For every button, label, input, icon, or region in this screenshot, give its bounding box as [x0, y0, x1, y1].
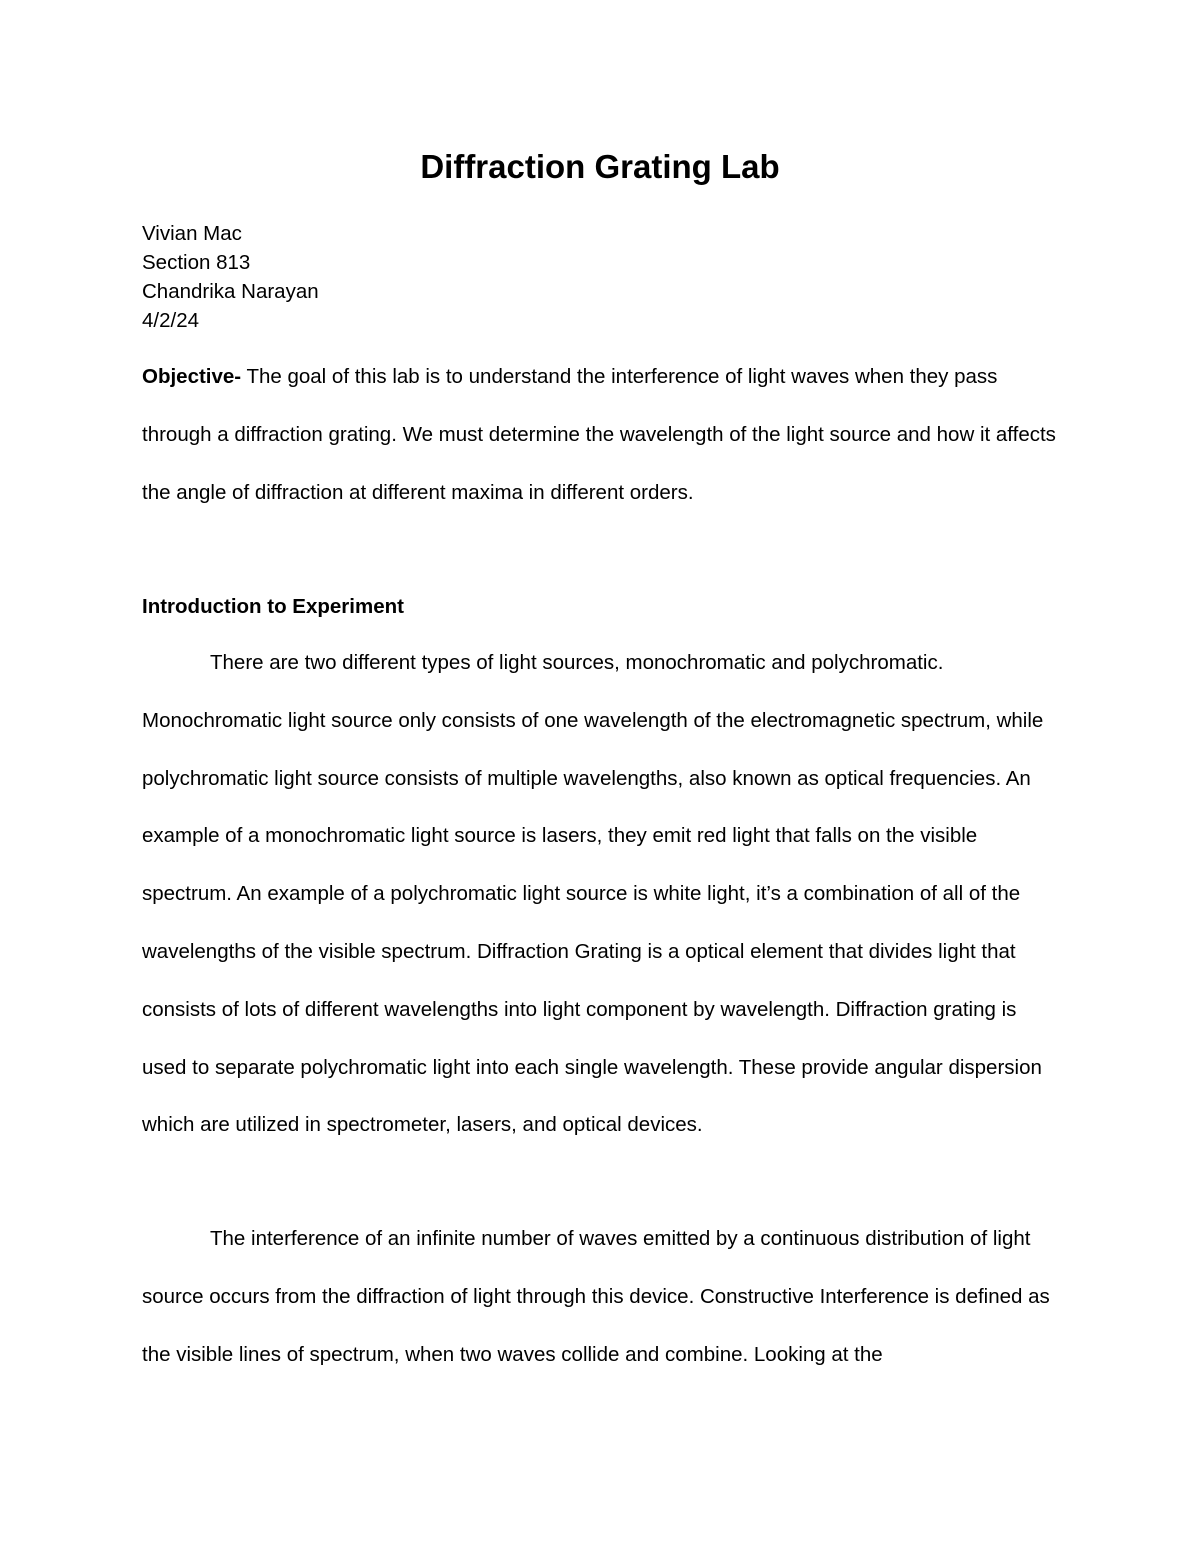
introduction-paragraph-1: There are two different types of light sources, monochromatic and polychromatic. Monochromatic light source only consists of one wavelength of the electromagnetic spectrum, while polychromatic light source consists of multiple wavelengths, also known as optical frequencies. An example of a monochromatic light source is lasers, they emit red light that falls on the visible spectrum. An example of a polychromatic light source is white light, it’s a combination of all of the wavelengths of the visible spectrum. Diffraction Grating is a optical element that divides light that consists of lots of different wavelengths into light component by wavelength. Diffraction grating is used to separate polychromatic light into each single wavelength. These provide angular dispersion which are utilized in spectrometer, lasers, and optical devices. [142, 651, 1044, 1137]
introduction-paragraph-2: The interference of an infinite number of waves emitted by a continuous distribution of light source occurs from the diffraction of light through this device. Constructive Interference is defined as the visible lines of spectrum, when two waves collide and combine. Looking at the [142, 1227, 1050, 1366]
author-name: Vivian Mac [142, 222, 242, 245]
page-title: Diffraction Grating Lab [420, 148, 780, 185]
introduction-heading: Introduction to Experiment [142, 595, 404, 618]
instructor-name: Chandrika Narayan [142, 280, 319, 303]
objective-paragraph [142, 348, 1062, 521]
report-date: 4/2/24 [142, 309, 199, 332]
section-number: Section 813 [142, 251, 251, 274]
objective-label: Objective- [142, 365, 242, 388]
author-info [142, 219, 319, 335]
objective-text: The goal of this lab is to understand the interference of light waves when they pass through a diffraction grating. We must determine the wavelength of the light source and how it affects the angle of diffraction at different maxima in different orders. [142, 365, 1056, 504]
